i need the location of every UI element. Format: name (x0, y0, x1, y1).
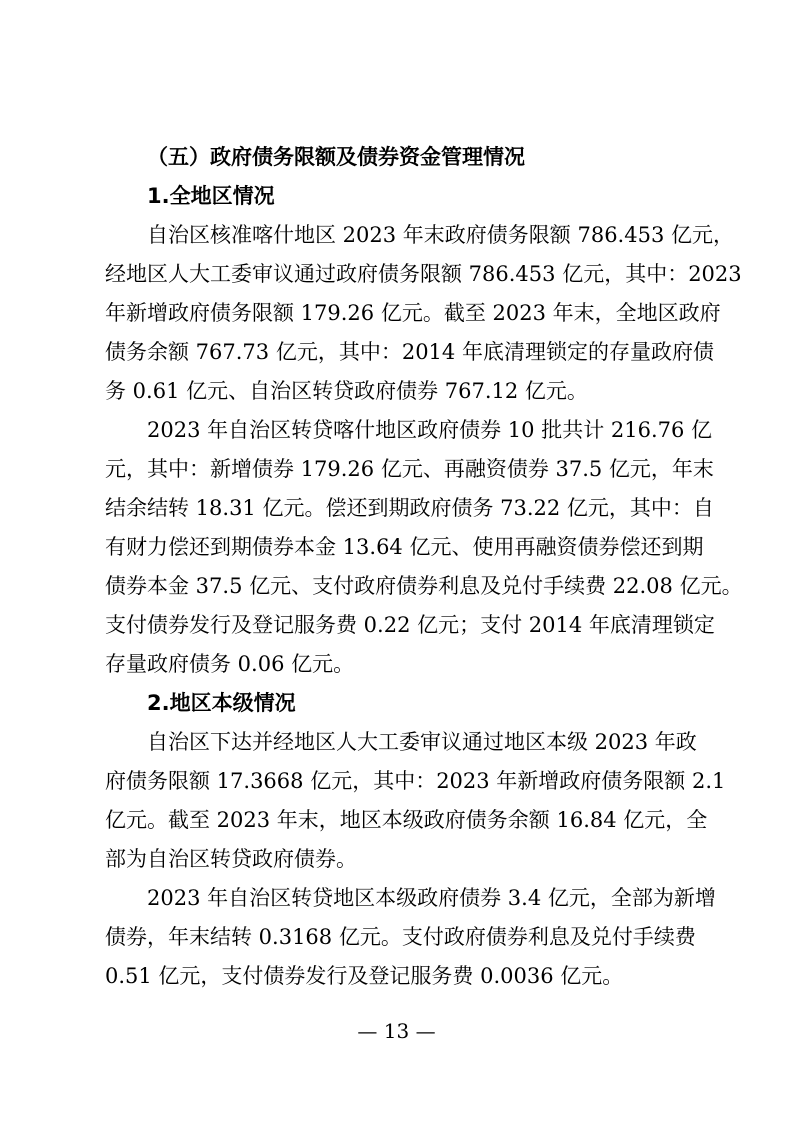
paragraph-line: 存量政府债务 0.06 亿元。 (105, 652, 355, 676)
subsection-2-heading: 2.地区本级情况 (147, 691, 296, 715)
paragraph-line: 0.51 亿元，支付债券发行及登记服务费 0.0036 亿元。 (105, 964, 624, 988)
paragraph-line: 经地区人大工委审议通过政府债务限额 786.453 亿元，其中：2023 (105, 262, 742, 286)
paragraph-line: 债券，年末结转 0.3168 亿元。支付政府债券利息及兑付手续费 (105, 925, 696, 949)
paragraph-line: 年新增政府债务限额 179.26 亿元。截至 2023 年末，全地区政府 (105, 301, 721, 325)
paragraph-line: 亿元。截至 2023 年末，地区本级政府债务余额 16.84 亿元，全 (105, 808, 708, 832)
paragraph-line: 有财力偿还到期债券本金 13.64 亿元、使用再融资债券偿还到期 (105, 535, 704, 559)
subsection-1-heading: 1.全地区情况 (147, 184, 275, 208)
section-heading: （五）政府债务限额及债券资金管理情况 (147, 145, 525, 169)
paragraph-line: 务 0.61 亿元、自治区转贷政府债券 767.12 亿元。 (105, 379, 588, 403)
paragraph-line: 元，其中：新增债券 179.26 亿元、再融资债券 37.5 亿元，年末 (105, 457, 714, 481)
paragraph-line: 府债务限额 17.3668 亿元，其中：2023 年新增政府债务限额 2.1 (105, 769, 726, 793)
paragraph-line: 债务余额 767.73 亿元，其中：2014 年底清理锁定的存量政府债 (105, 340, 714, 364)
paragraph-line: 2023 年自治区转贷地区本级政府债券 3.4 亿元，全部为新增 (147, 886, 716, 910)
paragraph-line: 2023 年自治区转贷喀什地区政府债券 10 批共计 216.76 亿 (147, 418, 713, 442)
paragraph-line: 债券本金 37.5 亿元、支付政府债券利息及兑付手续费 22.08 亿元。 (105, 574, 743, 598)
paragraph-line: 部为自治区转贷政府债券。 (105, 847, 357, 871)
paragraph-line: 结余结转 18.31 亿元。偿还到期政府债务 73.22 亿元，其中：自 (105, 496, 714, 520)
paragraph-line: 自治区核准喀什地区 2023 年末政府债务限额 786.453 亿元， (147, 223, 734, 247)
paragraph-line: 自治区下达并经地区人大工委审议通过地区本级 2023 年政 (147, 730, 697, 754)
paragraph-line: 支付债券发行及登记服务费 0.22 亿元；支付 2014 年底清理锁定 (105, 613, 715, 637)
page-number: — 13 — (357, 1019, 436, 1043)
